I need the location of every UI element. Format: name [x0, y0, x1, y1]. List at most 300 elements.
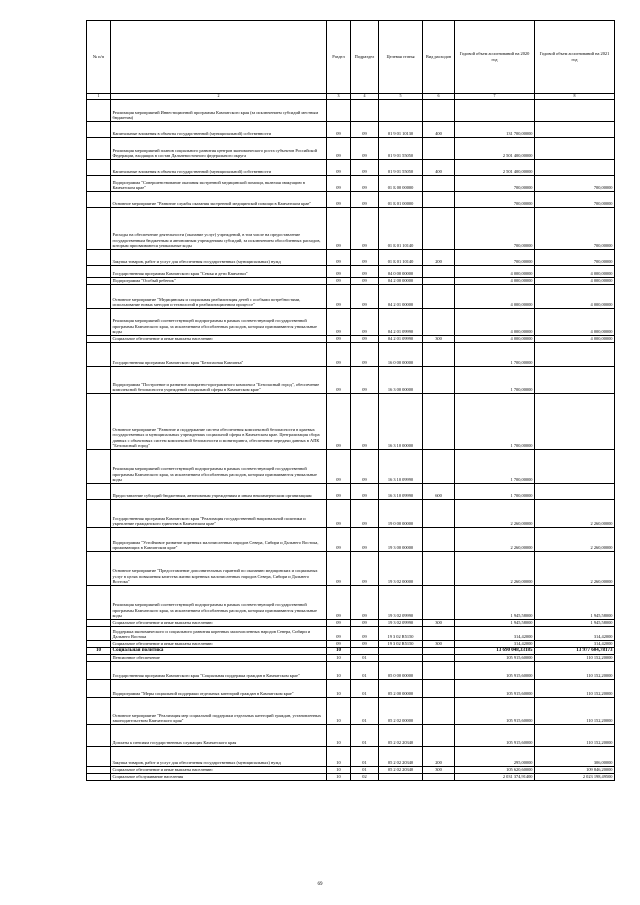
row-amount-2020: 1 945,58000 [455, 620, 535, 627]
row-expense-type: 200 [423, 747, 455, 767]
row-amount-2021: 314,42000 [535, 627, 615, 641]
row-amount-2020: 700,00000 [455, 250, 535, 266]
row-amount-2021: 110 152,20000 [535, 698, 615, 725]
row-podrazdel: 09 [351, 250, 379, 266]
row-amount-2020: 105 915,60000 [455, 698, 535, 725]
row-expense-type: 300 [423, 336, 455, 343]
row-podrazdel: 09 [351, 450, 379, 484]
row-razdel: 10 [327, 655, 351, 662]
row-num [87, 285, 111, 309]
index-cell: 5 [379, 94, 423, 100]
row-amount-2020: 314,42000 [455, 641, 535, 648]
index-cell: 7 [455, 94, 535, 100]
row-amount-2021: 2 023 198,49500 [535, 774, 615, 781]
row-amount-2021 [535, 450, 615, 484]
table-row [87, 725, 615, 747]
row-amount-2020: 2 501 400,00000 [455, 160, 535, 176]
index-cell: 4 [351, 94, 379, 100]
row-amount-2020: 1 700,00000 [455, 343, 535, 367]
row-razdel: 10 [327, 648, 351, 655]
row-target-article: 19 3 02 R5150 [379, 641, 423, 648]
row-amount-2020: 4 000,00000 [455, 278, 535, 285]
table-row [87, 343, 615, 367]
row-expense-type [423, 627, 455, 641]
row-amount-2021: 109 846,20000 [535, 767, 615, 774]
row-expense-type [423, 285, 455, 309]
row-razdel: 09 [327, 192, 351, 208]
row-razdel: 09 [327, 394, 351, 450]
row-podrazdel: 09 [351, 122, 379, 138]
header-expense-type: Вид расходов [423, 21, 455, 94]
row-amount-2021: 4 000,00000 [535, 309, 615, 336]
row-podrazdel: 01 [351, 698, 379, 725]
row-razdel: 10 [327, 767, 351, 774]
row-description: Основное мероприятие "Развитие и поддержание систем обеспечения комплексной безопасности в краевых государственных и муниципальных учреждениях социальной сферы в Камчатском крае. Централизация сбора данных с объектовых систем комплексной безопасности и мониторинга, обеспечение передачи данных в АПК "Безопасный город" [111, 394, 327, 450]
row-expense-type [423, 725, 455, 747]
row-amount-2021: 110 152,20000 [535, 655, 615, 662]
row-description: Капитальные вложения в объекты государственной (муниципальной) собственности [111, 122, 327, 138]
row-podrazdel: 09 [351, 586, 379, 620]
row-amount-2020: 2 260,00000 [455, 528, 535, 552]
row-target-article: 05 2 02 00000 [379, 698, 423, 725]
table-row [87, 627, 615, 641]
row-num [87, 367, 111, 394]
row-num [87, 747, 111, 767]
row-razdel: 09 [327, 450, 351, 484]
row-description: Социальное обеспечение и иные выплаты населению [111, 767, 327, 774]
row-num [87, 484, 111, 500]
row-num [87, 767, 111, 774]
table-row [87, 774, 615, 781]
table-row [87, 620, 615, 627]
row-razdel: 09 [327, 176, 351, 192]
row-razdel: 09 [327, 500, 351, 528]
table-row [87, 266, 615, 278]
row-razdel: 09 [327, 627, 351, 641]
row-num [87, 250, 111, 266]
table-row [87, 747, 615, 767]
row-expense-type: 400 [423, 122, 455, 138]
row-description: Расходы на обеспечение деятельности (оказание услуг) учреждений, в том числе на предоставление государственным бюджетным и автономным учреждениям субсидий, за исключением обособленных расходов, которым присваиваются уникальные коды [111, 208, 327, 250]
row-amount-2021: 2 260,00000 [535, 500, 615, 528]
row-target-article: 16 3 00 00000 [379, 367, 423, 394]
row-description: Основное мероприятие "Развитие службы оказания экстренной медицинской помощи в Камчатском крае" [111, 192, 327, 208]
row-expense-type [423, 278, 455, 285]
row-num [87, 192, 111, 208]
row-podrazdel: 09 [351, 528, 379, 552]
row-num [87, 336, 111, 343]
header-target-article: Целевая статья [379, 21, 423, 94]
row-podrazdel: 01 [351, 767, 379, 774]
row-target-article: 04 2 00 00000 [379, 278, 423, 285]
row-num [87, 627, 111, 641]
row-expense-type: 300 [423, 641, 455, 648]
row-expense-type [423, 176, 455, 192]
row-amount-2020: 314,42000 [455, 627, 535, 641]
row-amount-2020: 1 700,00000 [455, 450, 535, 484]
row-amount-2020: 131 700,00000 [455, 122, 535, 138]
row-target-article: 04 0 00 00000 [379, 266, 423, 278]
row-amount-2021: 110 152,20000 [535, 725, 615, 747]
row-target-article: 05 2 02 20340 [379, 767, 423, 774]
budget-table [86, 20, 615, 781]
row-target-article: 19 3 02 09990 [379, 620, 423, 627]
row-podrazdel: 01 [351, 680, 379, 698]
row-num [87, 122, 111, 138]
row-target-article: 05 2 02 20340 [379, 747, 423, 767]
row-description: Социальное обеспечение и иные выплаты населению [111, 641, 327, 648]
index-cell: 6 [423, 94, 455, 100]
table-row [87, 285, 615, 309]
row-description: Государственная программа Камчатского края "Безопасная Камчатка" [111, 343, 327, 367]
row-description: Социальное обеспечение и иные выплаты населению [111, 620, 327, 627]
row-target-article: 16 3 10 09990 [379, 450, 423, 484]
row-amount-2020: 295,00000 [455, 747, 535, 767]
table-row [87, 655, 615, 662]
row-amount-2021: 1 945,58000 [535, 620, 615, 627]
row-expense-type [423, 100, 455, 122]
table-header-row [87, 21, 615, 94]
table-row [87, 680, 615, 698]
row-amount-2020: 2 260,00000 [455, 552, 535, 586]
row-amount-2020: 105 915,60000 [455, 725, 535, 747]
row-razdel: 09 [327, 122, 351, 138]
table-row [87, 250, 615, 266]
row-target-article: 19 0 00 00000 [379, 500, 423, 528]
table-row [87, 500, 615, 528]
row-amount-2020: 13 690 048,33185 [455, 648, 535, 655]
row-razdel: 09 [327, 336, 351, 343]
row-podrazdel: 09 [351, 343, 379, 367]
page-number: 69 [317, 882, 323, 887]
table-row [87, 528, 615, 552]
row-expense-type [423, 648, 455, 655]
row-razdel: 09 [327, 343, 351, 367]
row-podrazdel: 09 [351, 309, 379, 336]
row-podrazdel [351, 648, 379, 655]
table-row [87, 122, 615, 138]
row-podrazdel: 09 [351, 208, 379, 250]
row-num [87, 552, 111, 586]
header-num: № п/п [87, 21, 111, 94]
row-target-article: 16 3 10 00000 [379, 394, 423, 450]
table-row [87, 336, 615, 343]
row-description: Основное мероприятие "Медицинская и социальная реабилитация детей с особыми потребностями, использование новых методов и технологий в реабилитационном процессе" [111, 285, 327, 309]
row-description: Подпрограмма "Построение и развитие аппаратно-программного комплекса "Безопасный город", обеспечение комплексной безопасности учреждений социальной сферы в Камчатском крае" [111, 367, 327, 394]
row-expense-type [423, 343, 455, 367]
row-amount-2020: 105 915,60000 [455, 680, 535, 698]
row-num [87, 500, 111, 528]
table-row [87, 160, 615, 176]
row-podrazdel: 01 [351, 725, 379, 747]
row-amount-2021 [535, 100, 615, 122]
row-target-article: 16 3 10 09990 [379, 484, 423, 500]
row-amount-2021: 700,00000 [535, 176, 615, 192]
row-amount-2021 [535, 367, 615, 394]
row-expense-type [423, 662, 455, 680]
row-description: Подпрограмма "Особый ребенок" [111, 278, 327, 285]
row-expense-type [423, 528, 455, 552]
index-cell: 8 [535, 94, 615, 100]
row-description: Подпрограмма "Устойчивое развитие коренных малочисленных народов Севера, Сибири и Дальнего Востока, проживающих в Камчатском крае" [111, 528, 327, 552]
row-description: Реализация мероприятий соответствующей подпрограммы в рамках соответствующей государственной программы Камчатского края, за исключением обособленных расходов, которым присваиваются уникальные коды [111, 586, 327, 620]
table-row [87, 394, 615, 450]
table-row [87, 586, 615, 620]
row-num: 10 [87, 648, 111, 655]
row-num [87, 160, 111, 176]
row-description: Реализация мероприятий соответствующей подпрограммы в рамках соответствующей государственной программы Камчатского края, за исключением обособленных расходов, которым присваиваются уникальные коды [111, 450, 327, 484]
row-razdel: 10 [327, 747, 351, 767]
row-podrazdel [351, 100, 379, 122]
row-expense-type [423, 138, 455, 160]
header-year-2020: Годовой объем ассигнований на 2020 год [455, 21, 535, 94]
row-razdel: 09 [327, 285, 351, 309]
row-amount-2021: 13 977 604,78173 [535, 648, 615, 655]
row-podrazdel: 09 [351, 394, 379, 450]
table-row [87, 309, 615, 336]
row-podrazdel: 01 [351, 747, 379, 767]
row-expense-type: 400 [423, 160, 455, 176]
row-expense-type [423, 394, 455, 450]
row-target-article: 05 2 00 00000 [379, 680, 423, 698]
row-expense-type [423, 266, 455, 278]
row-target-article [379, 774, 423, 781]
row-num [87, 176, 111, 192]
row-amount-2020: 105 915,60000 [455, 662, 535, 680]
row-amount-2021 [535, 484, 615, 500]
row-amount-2021: 110 152,20000 [535, 680, 615, 698]
row-podrazdel: 09 [351, 627, 379, 641]
table-row [87, 176, 615, 192]
row-description: Закупка товаров, работ и услуг для обеспечения государственных (муниципальных) нужд [111, 250, 327, 266]
row-razdel: 09 [327, 138, 351, 160]
row-target-article: 05 0 00 00000 [379, 662, 423, 680]
table-row [87, 192, 615, 208]
row-expense-type: 300 [423, 767, 455, 774]
row-amount-2020: 2 031 374,91400 [455, 774, 535, 781]
table-row [87, 278, 615, 285]
row-expense-type: 300 [423, 620, 455, 627]
row-num [87, 394, 111, 450]
row-razdel: 09 [327, 552, 351, 586]
row-podrazdel: 09 [351, 336, 379, 343]
row-target-article: 01 Б 01 10140 [379, 250, 423, 266]
row-podrazdel: 09 [351, 160, 379, 176]
row-razdel: 10 [327, 725, 351, 747]
row-amount-2020: 2 260,00000 [455, 500, 535, 528]
row-razdel: 09 [327, 278, 351, 285]
row-num [87, 278, 111, 285]
row-num [87, 620, 111, 627]
row-description: Реализация мероприятий Инвестиционной программы Камчатского края (за исключением субсидий местным бюджетам) [111, 100, 327, 122]
row-expense-type [423, 680, 455, 698]
row-expense-type [423, 552, 455, 586]
row-target-article: 01 Б 01 10140 [379, 208, 423, 250]
table-row [87, 648, 615, 655]
row-amount-2021 [535, 160, 615, 176]
index-cell: 3 [327, 94, 351, 100]
row-target-article: 19 3 00 00000 [379, 528, 423, 552]
row-target-article: 01 9 01 55050 [379, 138, 423, 160]
row-podrazdel: 09 [351, 266, 379, 278]
row-razdel: 10 [327, 680, 351, 698]
row-description: Государственная программа Камчатского края "Социальная поддержка граждан в Камчатском крае" [111, 662, 327, 680]
row-num [87, 138, 111, 160]
row-num [87, 208, 111, 250]
row-target-article [379, 648, 423, 655]
row-description: Предоставление субсидий бюджетным, автономным учреждениям и иным некоммерческим организациям [111, 484, 327, 500]
row-target-article: 16 0 00 00000 [379, 343, 423, 367]
row-podrazdel: 09 [351, 552, 379, 586]
row-target-article: 05 2 02 20340 [379, 725, 423, 747]
row-description: Социальная политика [111, 648, 327, 655]
row-amount-2021: 700,00000 [535, 192, 615, 208]
row-podrazdel: 09 [351, 367, 379, 394]
row-description: Государственная программа Камчатского края "Семья и дети Камчатки" [111, 266, 327, 278]
row-podrazdel: 09 [351, 285, 379, 309]
row-amount-2020: 105 620,60000 [455, 767, 535, 774]
row-razdel: 09 [327, 266, 351, 278]
row-num [87, 528, 111, 552]
row-target-article: 01 Б 01 00000 [379, 192, 423, 208]
header-podrazdel: Подраздел [351, 21, 379, 94]
row-description: Социальное обслуживание населения [111, 774, 327, 781]
row-amount-2020: 4 000,00000 [455, 309, 535, 336]
row-expense-type [423, 774, 455, 781]
row-amount-2021: 110 152,20000 [535, 662, 615, 680]
row-expense-type [423, 450, 455, 484]
row-amount-2021: 700,00000 [535, 250, 615, 266]
row-razdel: 09 [327, 160, 351, 176]
table-row [87, 367, 615, 394]
row-podrazdel: 01 [351, 655, 379, 662]
row-podrazdel: 09 [351, 500, 379, 528]
row-description: Закупка товаров, работ и услуг для обеспечения государственных (муниципальных) нужд [111, 747, 327, 767]
row-podrazdel: 09 [351, 278, 379, 285]
row-expense-type: 200 [423, 250, 455, 266]
budget-table-page [86, 20, 614, 781]
row-amount-2020: 105 915,60000 [455, 655, 535, 662]
table-row [87, 208, 615, 250]
table-row [87, 641, 615, 648]
row-description: Социальное обеспечение и иные выплаты населению [111, 336, 327, 343]
row-razdel: 09 [327, 641, 351, 648]
row-num [87, 586, 111, 620]
table-row [87, 484, 615, 500]
row-razdel: 09 [327, 309, 351, 336]
row-num [87, 641, 111, 648]
row-podrazdel: 01 [351, 662, 379, 680]
row-amount-2020: 2 501 400,00000 [455, 138, 535, 160]
row-podrazdel: 09 [351, 176, 379, 192]
row-amount-2020 [455, 100, 535, 122]
header-name [111, 21, 327, 94]
table-row [87, 450, 615, 484]
row-description: Поддержка экономического и социального развития коренных малочисленных народов Севера, Сибири и Дальнего Востока [111, 627, 327, 641]
row-razdel: 09 [327, 367, 351, 394]
row-num [87, 100, 111, 122]
row-podrazdel: 09 [351, 192, 379, 208]
row-num [87, 655, 111, 662]
row-amount-2020: 4 000,00000 [455, 266, 535, 278]
row-expense-type [423, 500, 455, 528]
row-razdel: 09 [327, 250, 351, 266]
row-amount-2020: 700,00000 [455, 192, 535, 208]
table-row [87, 552, 615, 586]
row-amount-2020: 1 700,00000 [455, 394, 535, 450]
table-row [87, 767, 615, 774]
header-year-2021: Годовой объем ассигнований на 2021 год [535, 21, 615, 94]
row-amount-2020: 4 000,00000 [455, 336, 535, 343]
row-podrazdel: 02 [351, 774, 379, 781]
table-row [87, 138, 615, 160]
row-expense-type [423, 192, 455, 208]
row-razdel: 09 [327, 586, 351, 620]
row-num [87, 774, 111, 781]
row-target-article [379, 100, 423, 122]
row-amount-2021 [535, 343, 615, 367]
header-razdel: Раздел [327, 21, 351, 94]
row-expense-type: 600 [423, 484, 455, 500]
row-num [87, 680, 111, 698]
row-amount-2021: 2 260,00000 [535, 552, 615, 586]
row-expense-type [423, 655, 455, 662]
index-cell: 1 [87, 94, 111, 100]
row-amount-2021: 1 945,58000 [535, 586, 615, 620]
row-num [87, 698, 111, 725]
row-description: Подпрограмма "Меры социальной поддержки отдельных категорий граждан в Камчатском крае" [111, 680, 327, 698]
row-amount-2020: 700,00000 [455, 208, 535, 250]
row-amount-2021: 314,42000 [535, 641, 615, 648]
row-amount-2021: 4 000,00000 [535, 278, 615, 285]
row-razdel: 09 [327, 528, 351, 552]
row-amount-2021 [535, 122, 615, 138]
row-razdel: 10 [327, 774, 351, 781]
row-target-article: 04 2 01 00000 [379, 285, 423, 309]
row-podrazdel: 09 [351, 620, 379, 627]
row-amount-2020: 1 700,00000 [455, 367, 535, 394]
row-num [87, 266, 111, 278]
row-expense-type [423, 367, 455, 394]
row-target-article: 04 2 01 09990 [379, 309, 423, 336]
row-amount-2020: 1 700,00000 [455, 484, 535, 500]
row-amount-2021: 4 000,00000 [535, 285, 615, 309]
row-expense-type [423, 309, 455, 336]
row-num [87, 662, 111, 680]
table-row [87, 698, 615, 725]
row-target-article: 19 3 02 09990 [379, 586, 423, 620]
row-amount-2021 [535, 138, 615, 160]
row-description: Реализация мероприятий соответствующей подпрограммы в рамках соответствующей государственной программы Камчатского края, за исключением обособленных расходов, которым присваиваются уникальные коды [111, 309, 327, 336]
table-row [87, 662, 615, 680]
row-description: Основное мероприятие "Реализация мер социальной поддержки отдельных категорий граждан, установленных законодательством Камчатского края" [111, 698, 327, 725]
row-amount-2021: 700,00000 [535, 208, 615, 250]
row-target-article: 01 9 01 10130 [379, 122, 423, 138]
row-amount-2020: 4 000,00000 [455, 285, 535, 309]
row-description: Государственная программа Камчатского края "Реализация государственной национальной политики и укрепление гражданского единства в Камчатском крае" [111, 500, 327, 528]
row-description: Реализация мероприятий планов социального развития центров экономического роста субъектов Российской Федерации, входящих в состав Дальневосточного федерального округа [111, 138, 327, 160]
row-num [87, 450, 111, 484]
table-row [87, 100, 615, 122]
row-target-article: 01 Б 00 00000 [379, 176, 423, 192]
row-razdel: 09 [327, 208, 351, 250]
row-num [87, 309, 111, 336]
row-target-article: 19 3 02 00000 [379, 552, 423, 586]
row-target-article [379, 655, 423, 662]
row-razdel: 09 [327, 484, 351, 500]
row-target-article: 01 9 01 55050 [379, 160, 423, 176]
row-razdel: 10 [327, 698, 351, 725]
